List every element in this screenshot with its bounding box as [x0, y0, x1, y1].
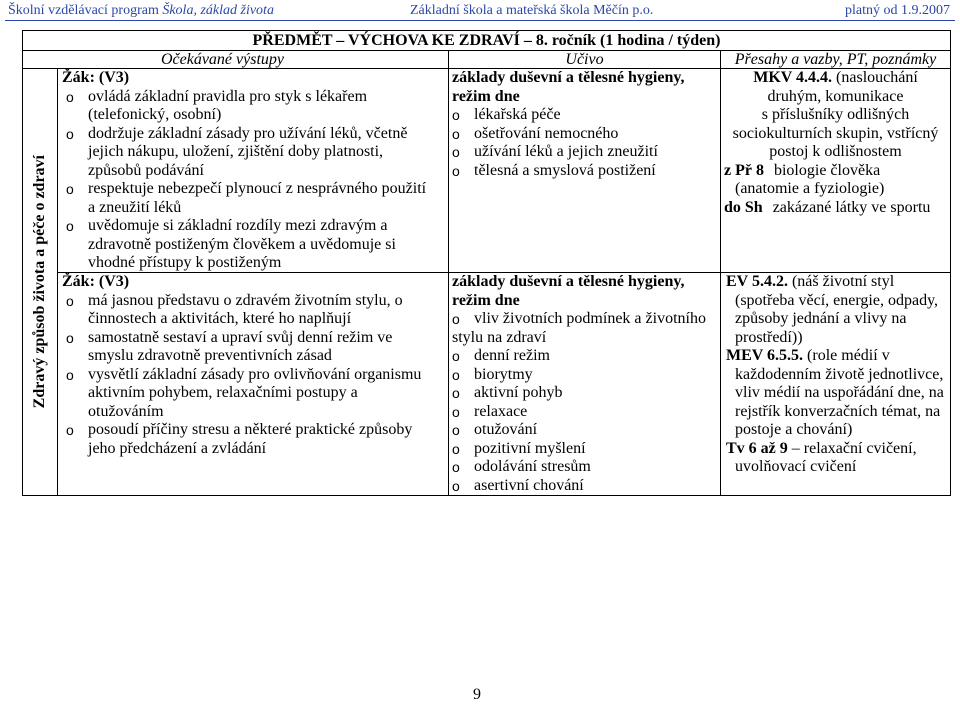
list-item-line: o asertivní chování: [474, 477, 584, 495]
list-item: [58, 292, 448, 329]
links-line: rejstřík konverzačních témat, na: [735, 402, 941, 420]
list-item: [58, 125, 448, 181]
list-item: [58, 217, 448, 273]
list-item-line: o samostatně sestaví a upraví svůj denní režim ve: [88, 328, 393, 346]
links-code: Tv 6 až 9: [726, 439, 788, 457]
links-text: biologie člověka: [773, 161, 881, 179]
column-header-links: Přesahy a vazby, PT, poznámky: [720, 50, 951, 69]
list-item-line: zdravotně postiženým člověkem a uvědomuje si: [88, 235, 396, 253]
list-item: [449, 162, 720, 181]
links-code: do Sh: [724, 198, 763, 216]
list-item-line: a zneužití léků: [88, 198, 182, 216]
list-item-line: o vliv životních podmínek a životního: [474, 310, 706, 328]
list-item: [58, 366, 448, 422]
list-item: [449, 477, 720, 496]
outcomes-cell: [57, 68, 449, 273]
list-item-line: o dodržuje základní zásady pro užívání léků, včetně: [88, 124, 408, 142]
links-code: MKV 4.4.4.: [753, 69, 833, 86]
list-item: [449, 421, 720, 440]
links-line: vliv médií na uspořádání dne, na: [735, 384, 944, 402]
valid-from: platný od 1.9.2007: [845, 3, 950, 18]
list-item-line: o denní režim: [474, 347, 550, 365]
list-item-line: o tělesná a smyslová postižení: [474, 161, 656, 179]
list-item: [449, 347, 720, 366]
outcomes-heading: Žák: (V3): [62, 69, 130, 86]
list-item: [449, 125, 720, 144]
list-item: [449, 458, 720, 477]
list-item-line: o posoudí příčiny stresu a některé praktické způsoby: [88, 421, 413, 439]
list-item: [449, 384, 720, 403]
list-item-line: činnostech a aktivitách, které ho naplňují: [88, 310, 352, 328]
list-item-line: o lékařská péče: [474, 106, 561, 124]
links-line: sociokulturních skupin, vstřícný: [732, 124, 939, 142]
links-line: každodenním životě jednotlivce,: [735, 365, 944, 383]
list-item-line: o uvědomuje si základní rozdíly mezi zdravým a: [88, 217, 388, 235]
curriculum-cell: [448, 68, 721, 273]
list-item-line: o ovládá základní pravidla pro styk s lékařem: [88, 87, 368, 105]
list-item: [58, 88, 448, 125]
list-item-line: o biorytmy: [474, 365, 533, 383]
list-item-line: jejich nákupu, uložení, zjištění doby platnosti,: [88, 143, 384, 161]
links-line: [721, 69, 950, 88]
list-item: [449, 143, 720, 162]
program-prefix: Školní vzdělávací program: [8, 3, 159, 18]
list-item-line: o odolávání stresům: [474, 458, 591, 476]
curriculum-cell: [448, 272, 721, 496]
list-item: [449, 310, 720, 347]
links-text: – relaxační cvičení,: [791, 439, 917, 457]
list-item-line: stylu na zdraví: [452, 328, 547, 346]
curriculum-heading: základy duševní a tělesné hygieny,: [452, 69, 685, 86]
list-item-line: o vysvětlí základní zásady pro ovlivňování organismu: [88, 365, 422, 383]
list-item-line: vhodné přístupy k postiženým: [88, 254, 282, 272]
links-cell: [720, 272, 951, 496]
links-text: (naslouchání: [836, 69, 918, 86]
links-line: postoje a chování): [735, 421, 853, 439]
links-line: s příslušníky odlišných: [761, 106, 910, 124]
curriculum-heading: režim dne: [452, 87, 520, 105]
list-item-line: o má jasnou představu o zdravém životním stylu, o: [88, 291, 403, 309]
links-line: [721, 162, 950, 181]
list-item: [449, 403, 720, 422]
list-item-line: (telefonický, osobní): [88, 106, 222, 124]
column-header-curriculum: Učivo: [448, 50, 721, 69]
list-item: [449, 366, 720, 385]
subject-title: PŘEDMĚT – VÝCHOVA KE ZDRAVÍ – 8. ročník (1 hodina / týden): [22, 30, 951, 51]
links-line: postoj k odlišnostem: [769, 143, 902, 161]
list-item-line: o relaxace: [474, 402, 528, 420]
section-label: Zdravý způsob života a péče o zdraví: [31, 155, 48, 409]
links-line: (anatomie a fyziologie): [735, 180, 885, 198]
list-item-line: jeho předcházení a zvládání: [88, 439, 267, 457]
list-item-line: o užívání léků a jejich zneužití: [474, 143, 658, 161]
links-text: (role médií v: [807, 347, 890, 365]
links-text: (náš životní styl: [791, 273, 895, 290]
list-item-line: o respektuje nebezpečí plynoucí z nesprávného použití: [88, 180, 427, 198]
list-item: [58, 421, 448, 458]
list-item-line: smyslu zdravotně preventivních zásad: [88, 347, 332, 365]
column-header-outcomes: Očekávané výstupy: [22, 50, 449, 69]
list-item: [58, 180, 448, 217]
links-line: (spotřeba věcí, energie, odpady,: [735, 291, 939, 309]
links-code: z Př 8: [724, 161, 764, 179]
links-line: druhým, komunikace: [767, 87, 904, 105]
list-item-line: o aktivní pohyb: [474, 384, 563, 402]
links-cell: [720, 68, 951, 273]
program-title: [8, 1, 274, 20]
links-line: [721, 199, 950, 218]
links-code: EV 5.4.2.: [726, 273, 788, 290]
page-header: [5, 1, 955, 21]
links-line: prostředí)): [735, 328, 803, 346]
links-code: MEV 6.5.5.: [726, 347, 804, 365]
curriculum-heading: režim dne: [452, 291, 520, 309]
outcomes-cell: [57, 272, 449, 496]
page-number: 9: [473, 686, 481, 703]
list-item-line: o pozitivní myšlení: [474, 439, 586, 457]
list-item-line: způsobů podávání: [88, 161, 204, 179]
section-label-cell: [22, 68, 58, 496]
list-item-line: aktivním pohybem, relaxačními postupy a: [88, 384, 358, 402]
program-name: Škola, základ života: [162, 3, 274, 18]
links-line: [721, 347, 950, 366]
list-item: [58, 329, 448, 366]
outcomes-heading: Žák: (V3): [62, 273, 130, 290]
list-item-line: otužováním: [88, 402, 164, 420]
list-item-line: o ošetřování nemocného: [474, 124, 619, 142]
links-text: zakázané látky ve sportu: [772, 198, 931, 216]
links-line: způsoby jednání a vlivy na: [735, 310, 907, 328]
list-item: [449, 440, 720, 459]
links-line: [721, 440, 950, 459]
list-item-line: o otužování: [474, 421, 538, 439]
school-name: Základní škola a mateřská škola Měčín p.o.: [410, 3, 654, 18]
list-item: [449, 106, 720, 125]
curriculum-heading: základy duševní a tělesné hygieny,: [452, 273, 685, 290]
links-line: uvolňovací cvičení: [735, 458, 857, 476]
links-line: [721, 273, 950, 292]
